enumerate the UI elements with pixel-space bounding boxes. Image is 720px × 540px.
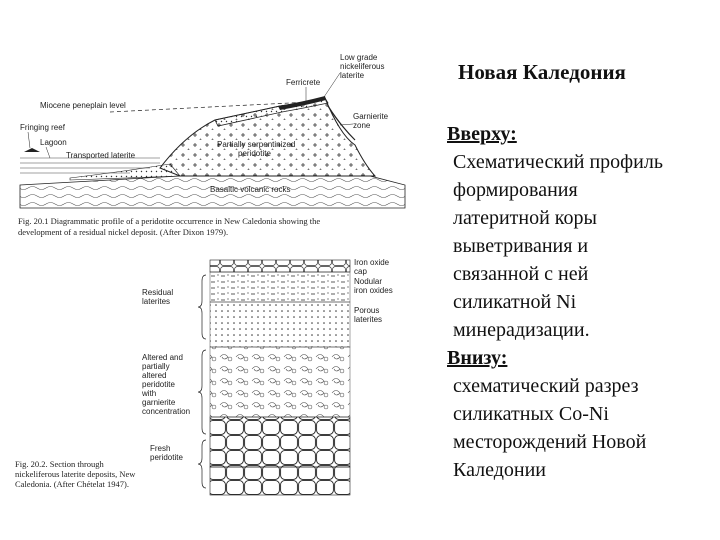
fig1-caption: Fig. 20.1 Diagrammatic profile of a peridotite occurrence in New Caledonia showing the [18, 216, 321, 226]
reef [24, 148, 40, 152]
low-grade-label: nickeliferous [340, 62, 385, 71]
altered-label: partially [142, 362, 170, 371]
altered-label: Altered and [142, 353, 183, 362]
nodular-label: Nodular [354, 277, 383, 286]
section-column [210, 260, 350, 495]
lagoon-label: Lagoon [40, 138, 67, 147]
altered-label: concentration [142, 407, 191, 416]
top-line: связанной с ней [453, 263, 589, 285]
top-heading: Вверху: [447, 123, 517, 145]
figure-profile [10, 40, 420, 250]
residual-label: Residual [142, 288, 174, 297]
fresh-label: peridotite [150, 453, 183, 462]
peridotite-label: Partially serpentinized [217, 140, 296, 149]
altered-label: garnierite [142, 398, 176, 407]
bottom-line: силикатных Co-Ni [453, 403, 609, 425]
altered-label: altered [142, 371, 167, 380]
low-grade-label: Low grade [340, 53, 378, 62]
residual-label: laterites [142, 297, 171, 306]
garnierite-label: Garnierite [353, 112, 389, 121]
nodular-label: iron oxides [354, 286, 393, 295]
bottom-line: Каледонии [453, 459, 547, 481]
iron-oxide-label: cap [354, 267, 367, 276]
peridotite-label: peridotite [238, 149, 271, 158]
porous-label: Porous [354, 306, 380, 315]
top-line: формирования [453, 179, 578, 201]
fig2-caption: nickeliferous laterite deposits, New [15, 469, 136, 479]
altered-label: peridotite [142, 380, 175, 389]
description-text [447, 120, 663, 484]
bottom-heading: Внизу: [447, 347, 508, 369]
bottom-line: месторождений Новой [453, 431, 647, 453]
bottom-line: схематический разрез [453, 375, 639, 397]
fig2-caption: Caledonia. (After Chételat 1947). [15, 479, 130, 489]
ferricrete-label: Ferricrete [286, 78, 321, 87]
figure-section [10, 255, 430, 500]
top-line: силикатной Ni [453, 291, 577, 313]
slide-title: Новая Каледония [458, 60, 626, 84]
top-line: латеритной коры [453, 207, 597, 229]
altered-label: with [142, 389, 157, 398]
top-line: выветривания и [453, 235, 589, 257]
miocene-label: Miocene peneplain level [40, 101, 126, 110]
low-grade-label: laterite [340, 71, 365, 80]
fresh-label: Fresh [150, 444, 171, 453]
fringing-reef-label: Fringing reef [20, 123, 65, 132]
fig1-caption: development of a residual nickel deposit. (After Dixon 1979). [18, 227, 229, 237]
basaltic-label: Basaltic volcanic rocks [210, 185, 291, 194]
porous-label: laterites [354, 315, 383, 324]
transported-label: Transported laterite [66, 151, 136, 160]
iron-oxide-label: Iron oxide [354, 258, 390, 267]
fig2-caption: Fig. 20.2. Section through [15, 459, 104, 469]
garnierite-label: zone [353, 121, 371, 130]
top-line: Схематический профиль [453, 151, 663, 173]
top-line: минерадизации. [453, 319, 590, 341]
